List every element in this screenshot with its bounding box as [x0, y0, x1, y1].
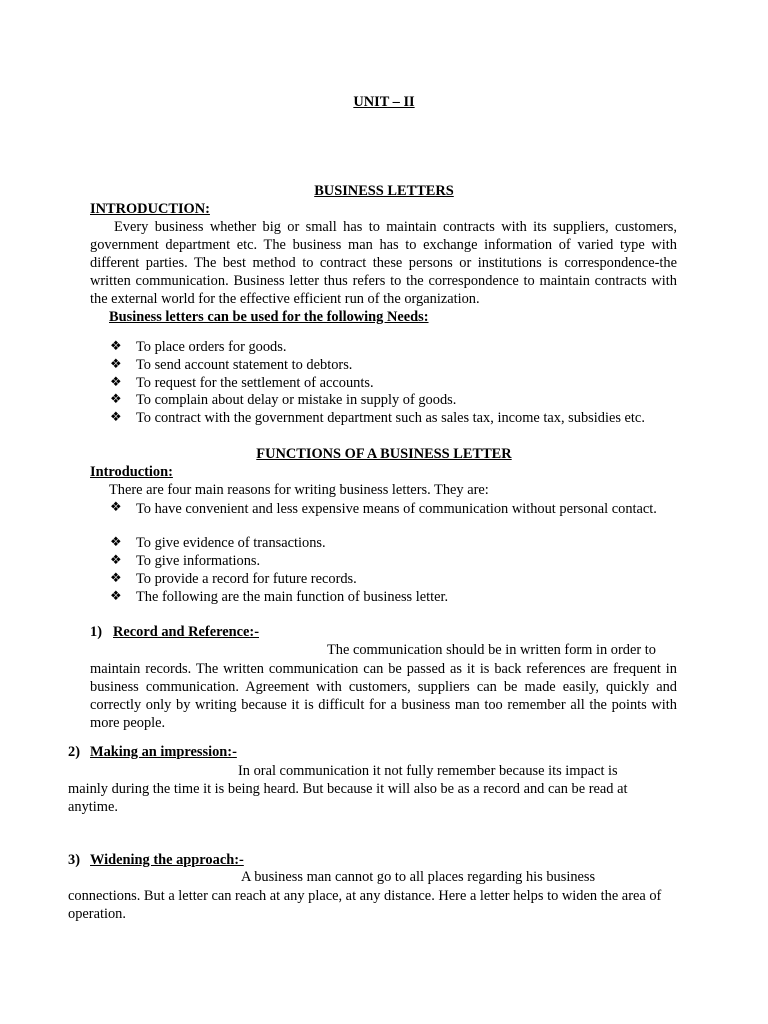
function-title: Record and Reference:- [113, 624, 259, 640]
diamond-bullet-icon: ❖ [110, 553, 122, 568]
list-item-text: To provide a record for future records. [136, 571, 357, 587]
diamond-bullet-icon: ❖ [110, 339, 122, 354]
diamond-bullet-icon: ❖ [110, 357, 122, 372]
diamond-bullet-icon: ❖ [110, 571, 122, 586]
list-item-text: To give evidence of transactions. [136, 535, 326, 551]
diamond-bullet-icon: ❖ [110, 500, 122, 515]
list-item-text: To contract with the government department such as sales tax, income tax, subsidies etc. [136, 410, 645, 426]
function-body: maintain records. The written communication can be passed as it is back references are frequent in business communication. Agreement with customers, suppliers can be made easily, quickly and correctly only by writing because it is difficult for a business man too remember all the points with more people. [90, 661, 677, 731]
function-number: 2) [68, 744, 80, 760]
function-title: Making an impression:- [90, 744, 237, 760]
function-first-line: In oral communication it not fully remember because its impact is [238, 763, 618, 779]
list-item-text: To request for the settlement of accounts. [136, 375, 374, 391]
list-item-text: To give informations. [136, 553, 261, 569]
list-item-text: To have convenient and less expensive means of communication without personal contact. [136, 501, 657, 517]
section-title-functions: FUNCTIONS OF A BUSINESS LETTER [256, 446, 512, 462]
function-first-line: A business man cannot go to all places regarding his business [241, 869, 596, 885]
diamond-bullet-icon: ❖ [110, 535, 122, 550]
diamond-bullet-icon: ❖ [110, 392, 122, 407]
list-item-text: The following are the main function of business letter. [136, 589, 449, 605]
function-number: 3) [68, 852, 80, 868]
list-item-text: To send account statement to debtors. [136, 357, 353, 373]
function-body: mainly during the time it is being heard. But because it will also be as a record and can be read at anytime. [68, 781, 628, 815]
list-item-text: To place orders for goods. [136, 339, 287, 355]
function-first-line: The communication should be in written form in order to [327, 642, 656, 658]
section-title-business-letters: BUSINESS LETTERS [314, 183, 454, 199]
needs-heading: Business letters can be used for the following Needs: [109, 309, 429, 325]
functions-intro-text: There are four main reasons for writing business letters. They are: [109, 482, 489, 498]
intro-heading: INTRODUCTION: [90, 201, 210, 217]
function-title: Widening the approach:- [90, 852, 244, 868]
unit-title: UNIT – II [353, 94, 415, 110]
diamond-bullet-icon: ❖ [110, 589, 122, 604]
function-body: connections. But a letter can reach at any place, at any distance. Here a letter helps to widen the area of operation. [68, 888, 662, 922]
functions-intro-heading: Introduction: [90, 464, 173, 480]
diamond-bullet-icon: ❖ [110, 410, 122, 425]
intro-paragraph: Every business whether big or small has to maintain contracts with its suppliers, customers, government department etc. The business man has to exchange information of varied type with different parties. The best method to contract these persons or institutions is correspondence-the written communication. Business letter thus refers to the correspondence to maintain contracts with the external world for the effective efficient run of the organization. [90, 219, 677, 307]
function-number: 1) [90, 624, 102, 640]
diamond-bullet-icon: ❖ [110, 375, 122, 390]
list-item-text: To complain about delay or mistake in supply of goods. [136, 392, 457, 408]
